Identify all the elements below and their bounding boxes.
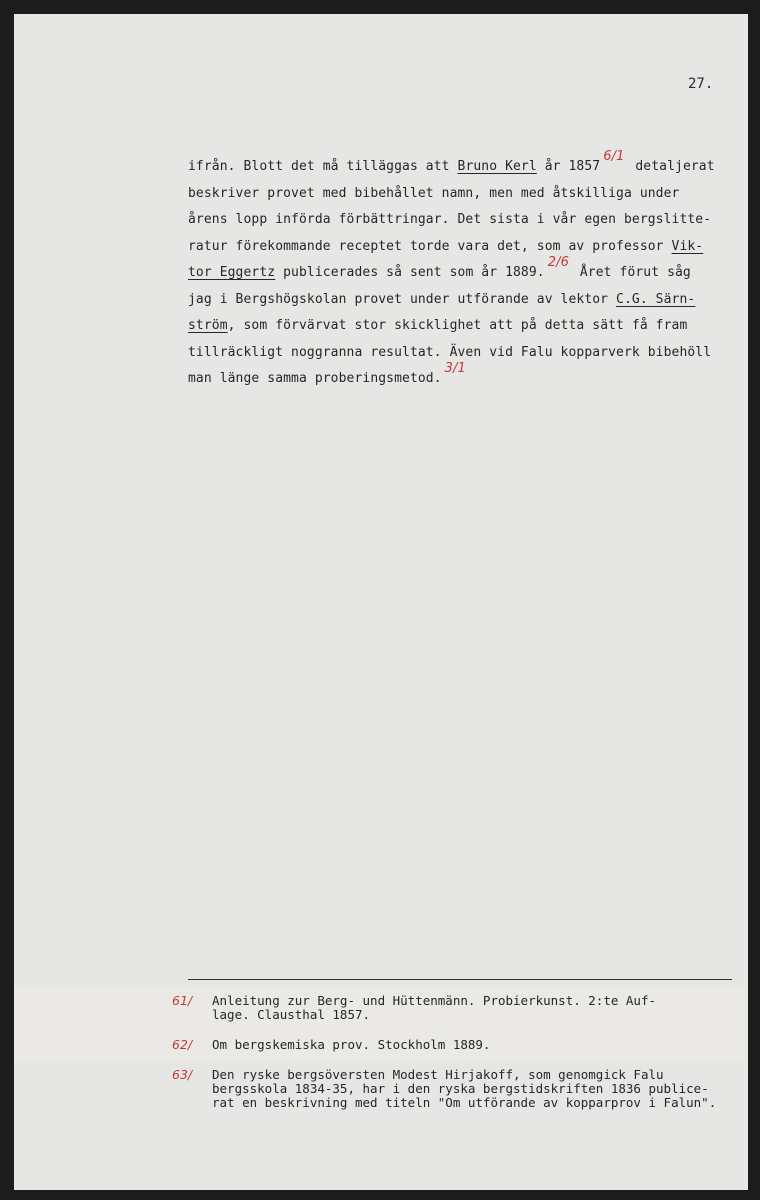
footnote-line: bergsskola 1834-35, har i den ryska bergstidskriften 1836 publice-	[212, 1081, 709, 1096]
footnote-line: rat en beskrivning med titeln "Om utförande av kopparprov i Falun".	[212, 1095, 717, 1110]
footnote-line: lage. Clausthal 1857.	[212, 1007, 371, 1022]
author-name-eggertz: tor Eggertz	[188, 265, 276, 280]
footnote-ref-annotation: 2/6	[547, 255, 569, 270]
author-name-eggertz: Vik-	[671, 238, 704, 254]
footnote-1	[172, 994, 742, 1022]
footnote-divider	[188, 979, 732, 980]
footnote-ref-annotation: 6/1	[603, 149, 625, 164]
footnote-marker: 61/	[172, 993, 193, 1008]
text-line: årens lopp införda förbättringar. Det sista i vår egen bergslitte-	[188, 212, 712, 227]
text-line: ifrån. Blott det må tilläggas att Bruno Kerl år 18576/1 detaljerat	[188, 149, 715, 174]
footnote-line: Om bergskemiska prov. Stockholm 1889.	[212, 1037, 491, 1052]
text-line: ratur förekommande receptet torde vara det, som av professor Vik-	[188, 238, 704, 254]
document-page	[14, 14, 748, 1190]
footnotes	[172, 994, 742, 1126]
text-line: man länge samma proberingsmetod.3/1	[188, 361, 466, 386]
text-line: tillräckligt noggranna resultat. Även vid Falu kopparverk bibehöll	[188, 344, 712, 360]
footnote-line: Den ryske bergsöversten Modest Hirjakoff, som genomgick Falu	[212, 1067, 664, 1082]
footnote-2	[172, 1038, 742, 1052]
body-text	[188, 149, 748, 393]
author-name-sarnstrom: C.G. Särn-	[616, 291, 696, 307]
page-number: 27.	[688, 76, 714, 92]
footnote-marker: 63/	[172, 1067, 193, 1082]
text-line: ström, som förvärvat stor skicklighet att på detta sätt få fram	[188, 318, 688, 333]
text-line: beskriver provet med bibehållet namn, men med åtskilliga under	[188, 185, 680, 201]
text-line: tor Eggertz publicerades så sent som år 1889.2/6 Året förut såg	[188, 255, 691, 280]
author-name-sarnstrom: ström	[188, 318, 228, 333]
footnote-3	[172, 1068, 742, 1110]
footnote-line: Anleitung zur Berg- und Hüttenmänn. Probierkunst. 2:te Auf-	[212, 993, 657, 1008]
footnote-ref-annotation: 3/1	[444, 361, 466, 376]
author-name-kerl: Bruno Kerl	[457, 159, 537, 174]
footnote-marker: 62/	[172, 1037, 193, 1052]
text-line: jag i Bergshögskolan provet under utförande av lektor C.G. Särn-	[188, 291, 696, 307]
